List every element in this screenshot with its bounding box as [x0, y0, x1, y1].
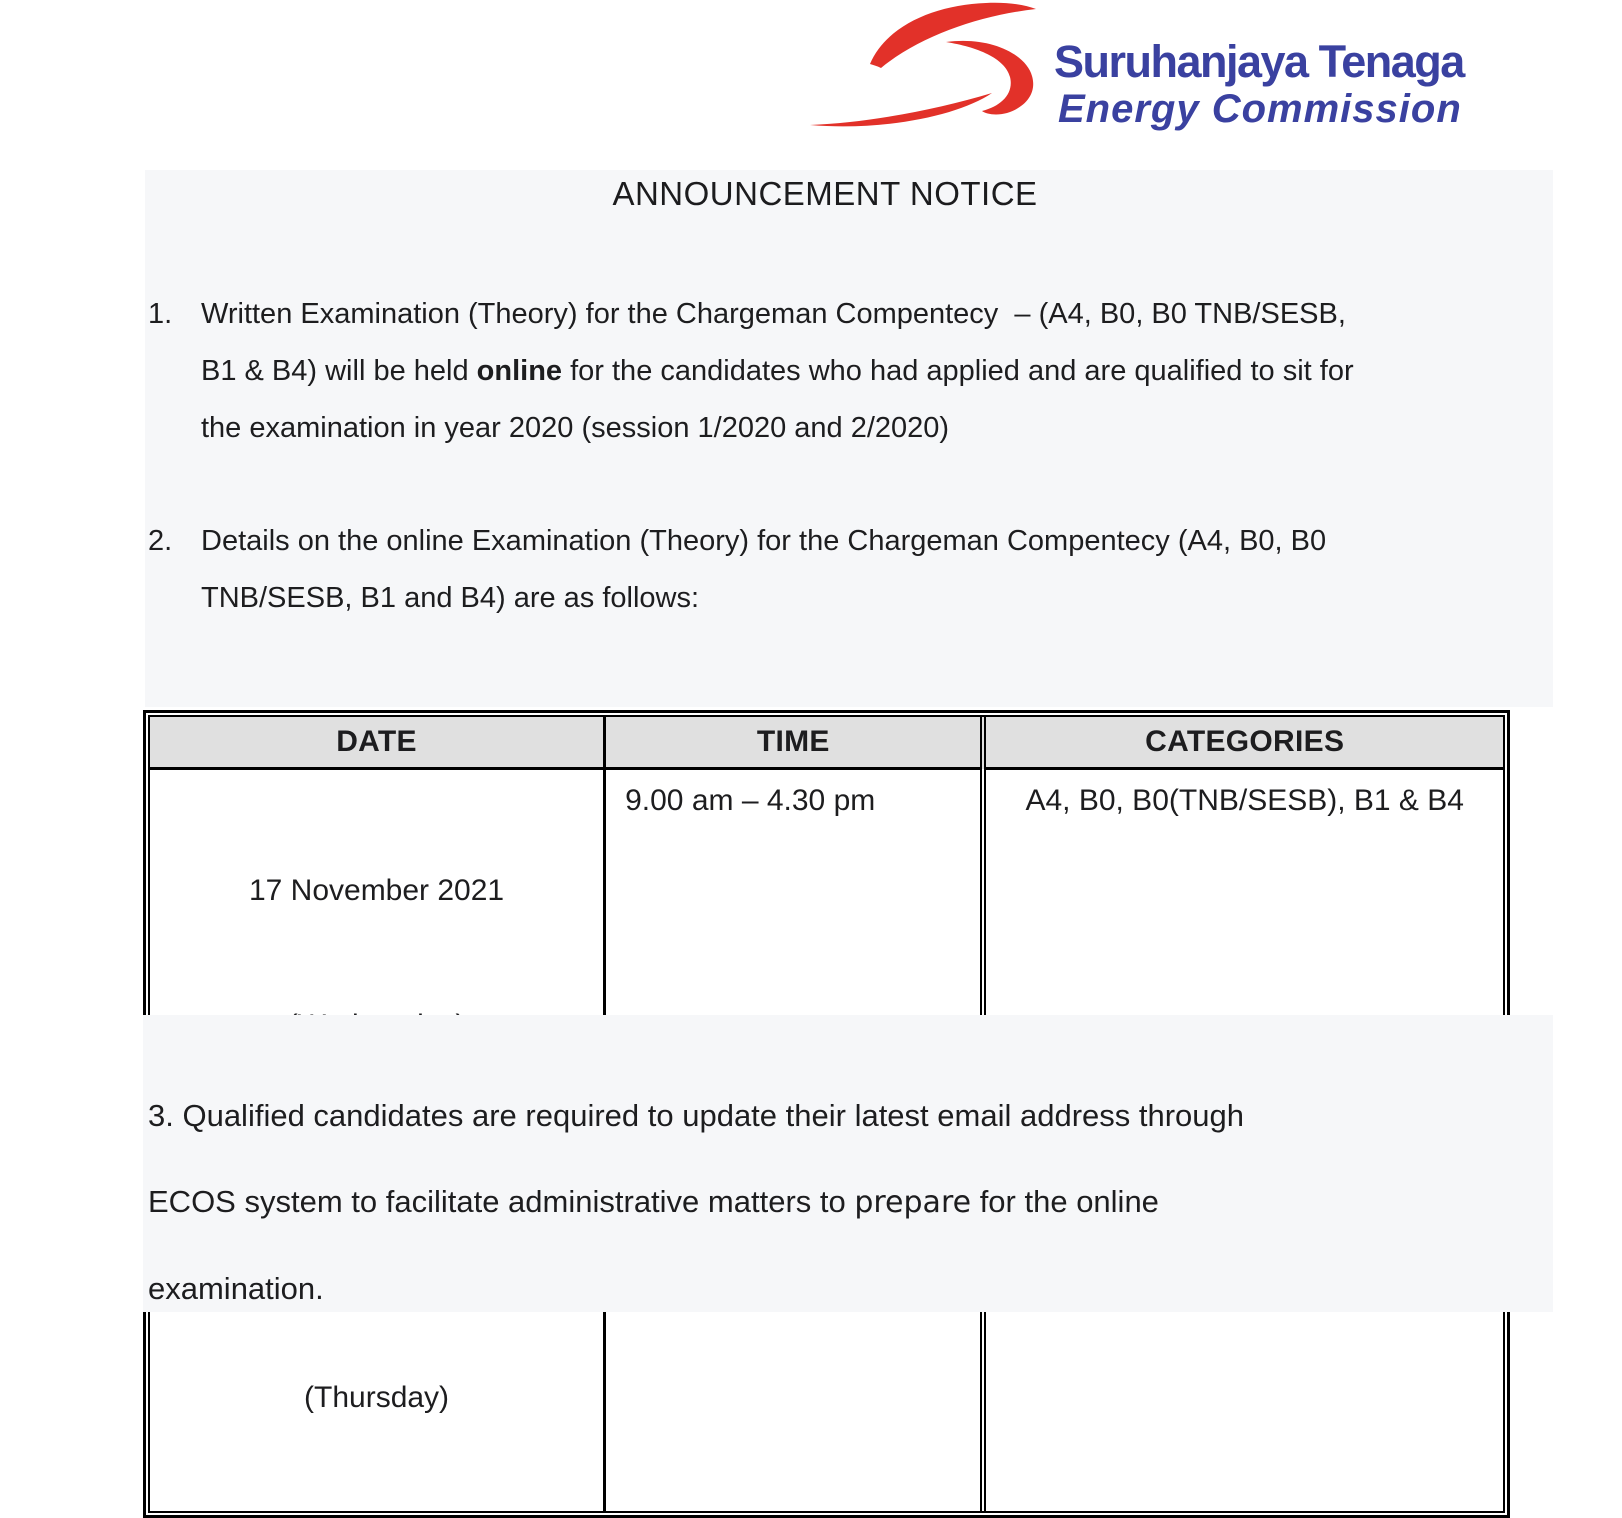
- item2-number: 2.: [148, 525, 173, 557]
- notice-body-block: [145, 170, 1553, 707]
- item2-text: [201, 513, 1326, 627]
- list-item-2: [145, 513, 1553, 627]
- header-categories: CATEGORIES: [983, 717, 1503, 769]
- categories-cell: A4, B0, B0(TNB/SESB), B1 & B4: [983, 769, 1503, 1141]
- list-item-1: [145, 286, 1553, 457]
- notice-title: ANNOUNCEMENT NOTICE: [612, 175, 1038, 212]
- item1-line1: Written Examination (Theory) for the Chargeman Compentecy – (A4, B0, B0 TNB/SESB,: [201, 298, 1346, 330]
- header-date: DATE: [150, 717, 605, 769]
- item3-line1: 3. Qualified candidates are required to update their latest email address through: [148, 1098, 1245, 1133]
- table-header-row: [150, 717, 1503, 769]
- item1-text: [201, 286, 1354, 457]
- item3-line3: examination.: [148, 1271, 324, 1306]
- item3-prepare-word: prepare: [854, 1185, 972, 1220]
- item2-line2: TNB/SESB, B1 and B4) are as follows:: [201, 582, 700, 614]
- item2-line1: Details on the online Examination (Theory) for the Chargeman Compentecy (A4, B0, B0: [201, 525, 1327, 557]
- item1-line2: [201, 343, 1354, 400]
- note-3-block: [143, 1015, 1553, 1312]
- date-line1: 17 November 2021: [248, 874, 505, 907]
- suruhanjaya-tenaga-swoosh-icon: [786, 2, 1036, 134]
- item3-line2-before: ECOS system to facilitate administrative matters to: [148, 1184, 855, 1219]
- item1-line3: the examination in year 2020 (session 1/2020 and 2/2020): [201, 412, 950, 444]
- logo-name: Suruhanjaya Tenaga: [1054, 36, 1464, 87]
- item1-online-bold: online: [476, 355, 563, 387]
- item3-line2-after: for the online: [971, 1184, 1159, 1219]
- date-line2: (Thursday): [304, 1381, 450, 1414]
- item3-line2: [148, 1159, 1553, 1246]
- item1-line2-after: for the candidates who had applied and are qualified to sit for: [562, 355, 1354, 387]
- header-time: TIME: [605, 717, 984, 769]
- item1-line2-before: B1 & B4) will be held: [201, 355, 477, 387]
- time-cell: 9.00 am – 4.30 pm: [605, 769, 984, 1141]
- logo-subtitle: Energy Commission: [1058, 87, 1462, 131]
- item1-number: 1.: [148, 298, 173, 330]
